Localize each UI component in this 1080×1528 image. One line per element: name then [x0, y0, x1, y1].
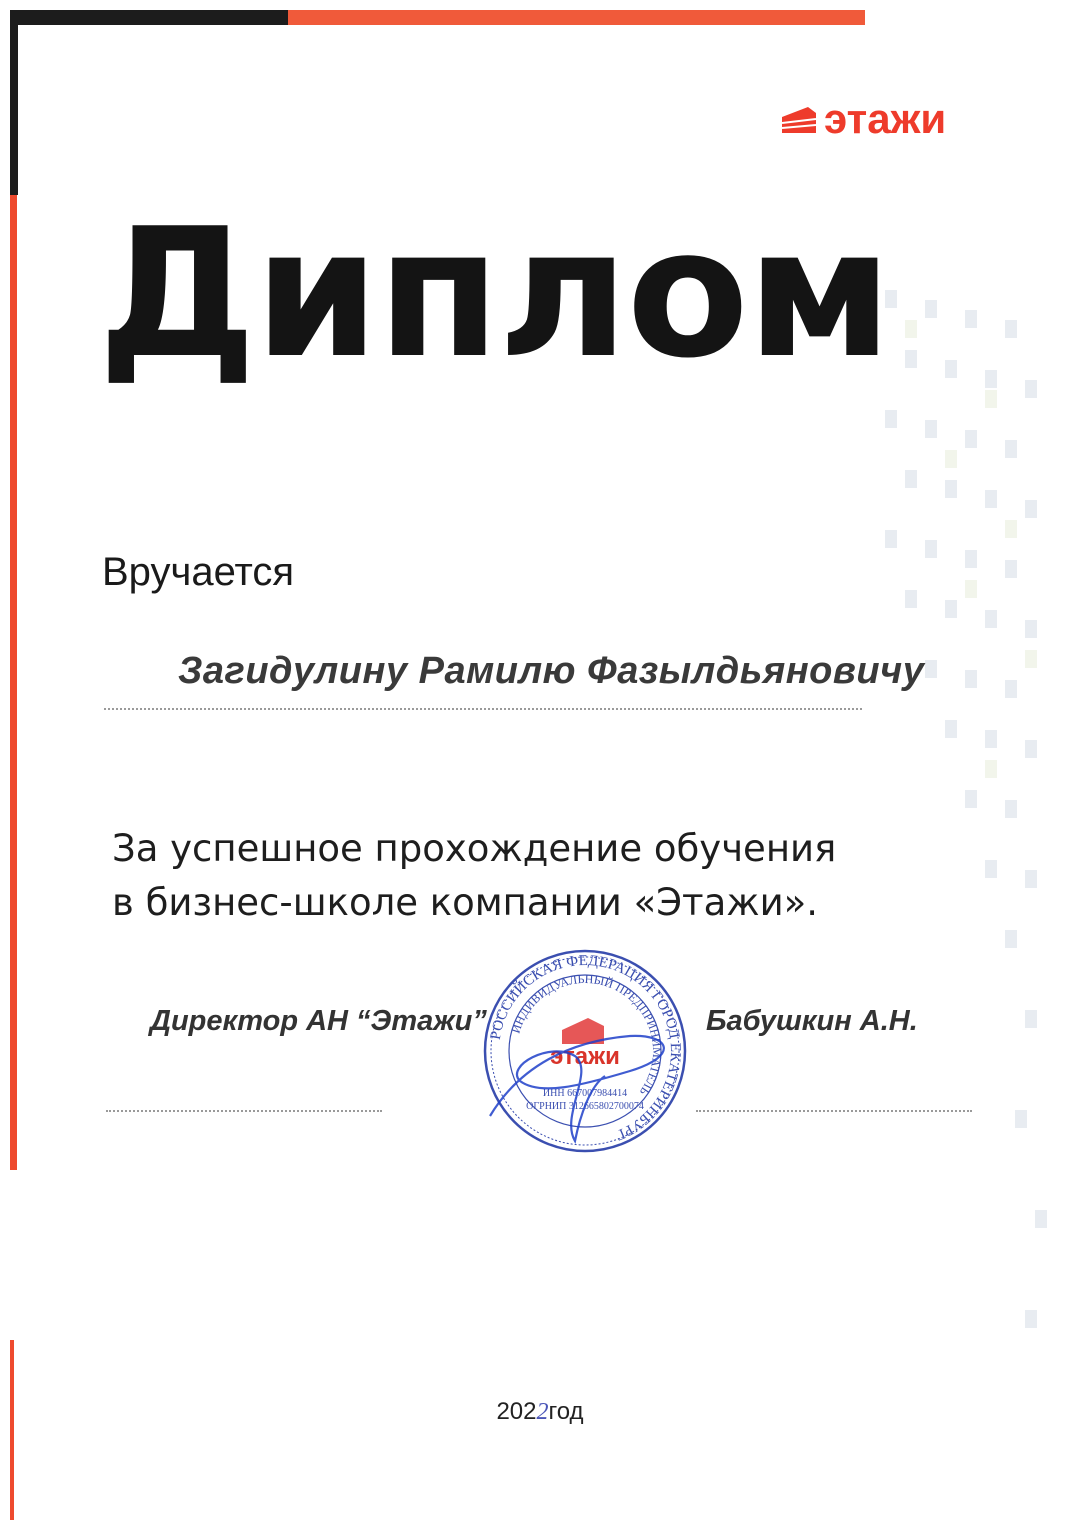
- brand-logo: [782, 95, 947, 142]
- building-logo-icon: [782, 105, 816, 133]
- year-prefix: 202: [496, 1398, 537, 1425]
- award-reason: [112, 822, 836, 930]
- stamp-outer-text: РОССИЙСКАЯ ФЕДЕРАЦИЯ ГОРОД ЕКАТЕРИНБУРГ: [487, 952, 684, 1143]
- top-stripe-orange: [288, 10, 865, 25]
- left-stripe-orange-lower: [10, 1340, 14, 1520]
- signature-line-left: [106, 1110, 382, 1112]
- top-stripe-dark: [10, 10, 288, 25]
- company-stamp: [480, 946, 690, 1156]
- building-pattern: [865, 290, 1065, 1440]
- stamp-center-text: этажи: [550, 1043, 620, 1070]
- recipient-name: Загидулину Рамилю Фазылдьяновичу: [178, 650, 925, 692]
- stamp-ogrnip: ОГРНИП 312665802700074: [526, 1101, 644, 1112]
- left-stripe-orange: [10, 195, 17, 1170]
- diploma-year: [0, 1398, 1080, 1426]
- reason-line-1: За успешное прохождение обучения: [112, 827, 837, 870]
- recipient-dotted-line: [104, 708, 862, 710]
- stamp-inner-text: ИНДИВИДУАЛЬНЫЙ ПРЕДПРИНИМАТЕЛЬ: [508, 971, 665, 1099]
- awarded-label: Вручается: [102, 550, 295, 594]
- year-handwritten-digit: 2: [536, 1399, 549, 1425]
- year-suffix: год: [548, 1398, 584, 1425]
- signature-line-right: [696, 1110, 972, 1112]
- reason-line-2: в бизнес-школе компании «Этажи».: [112, 881, 819, 924]
- logo-text: этажи: [824, 95, 947, 142]
- diploma-title: Диплом: [98, 190, 891, 397]
- signatory-title: Директор АН “Этажи”: [150, 1005, 487, 1037]
- left-stripe-dark: [10, 10, 18, 195]
- stamp-inn: ИНН 667007984414: [542, 1088, 628, 1099]
- signatory-name: Бабушкин А.Н.: [706, 1005, 918, 1037]
